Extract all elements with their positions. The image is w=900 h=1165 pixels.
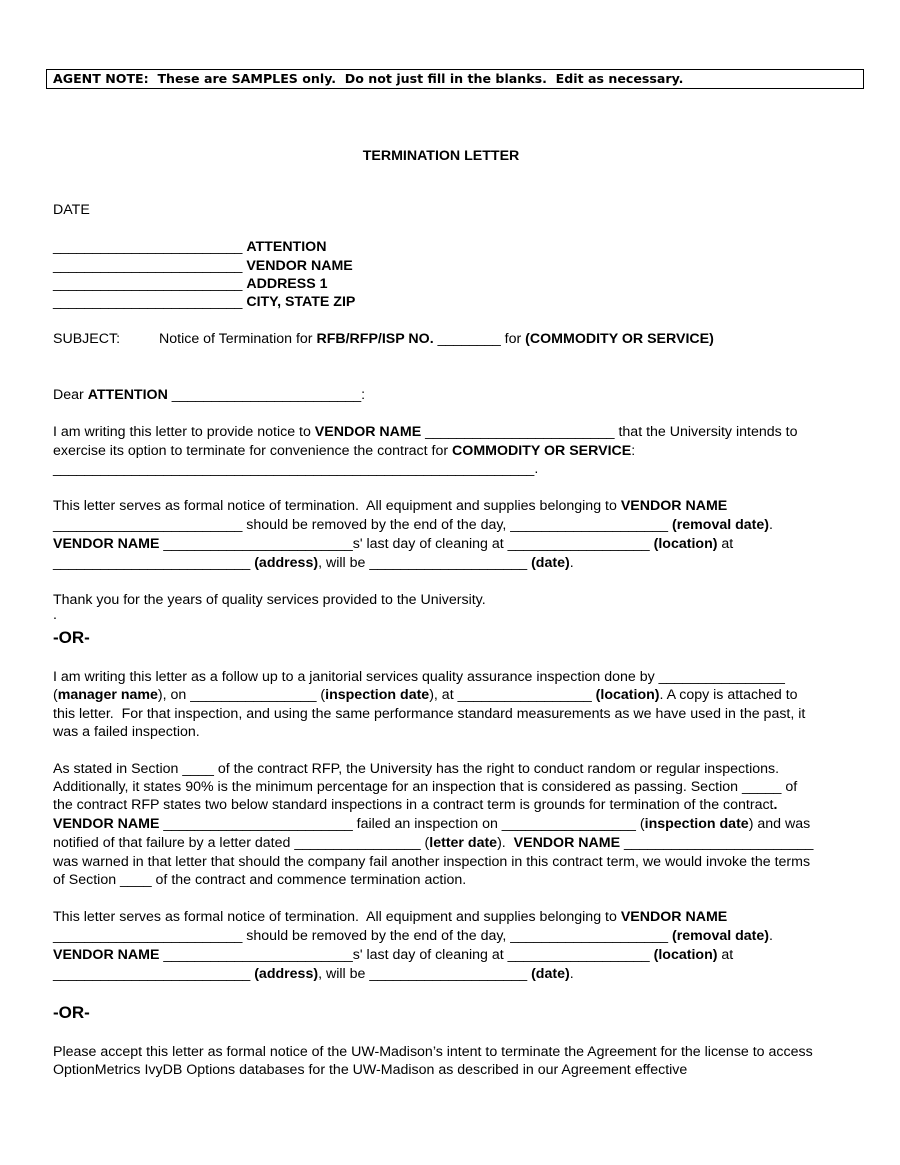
or-separator-1: -OR- xyxy=(53,628,90,647)
or-separator-2: -OR- xyxy=(53,1003,90,1022)
p2-line3: VENDOR NAME ________________________s' last day of cleaning at __________________ (location) at xyxy=(53,536,734,552)
p5-line2: ________________________ should be removed by the end of the day, ____________________ (removal date). xyxy=(53,928,773,944)
p4-line1: As stated in Section ____ of the contract RFP, the University has the right to conduct random or regular inspections. xyxy=(53,761,780,777)
p5-line4: _________________________ (address), will be ____________________ (date). xyxy=(53,966,574,982)
p3-line3: this letter. For that inspection, and using the same performance standard measurements as we have used in the past, it xyxy=(53,706,806,722)
p6-line1: Please accept this letter as formal notice of the UW-Madison’s intent to terminate the Agreement for the license to access xyxy=(53,1044,813,1060)
p4-line7: of Section ____ of the contract and commence termination action. xyxy=(53,872,467,888)
agent-note-box: AGENT NOTE: These are SAMPLES only. Do not just fill in the blanks. Edit as necessary. xyxy=(46,69,864,89)
p4-line3: the contract RFP states two below standard inspections in a contract term is grounds for termination of the contract. xyxy=(53,797,778,813)
address-line-city: ________________________ CITY, STATE ZIP xyxy=(53,294,356,310)
p1-line3: _____________________________________________________________. xyxy=(53,461,539,477)
salutation: Dear ATTENTION ________________________: xyxy=(53,387,366,403)
p5-line3: VENDOR NAME ________________________s' last day of cleaning at __________________ (location) at xyxy=(53,947,734,963)
thanks-line: Thank you for the years of quality services provided to the University. xyxy=(53,592,486,608)
p4-line5: notified of that failure by a letter dated ________________ (letter date). VENDOR NAME ________________________ xyxy=(53,835,814,851)
p1-line1: I am writing this letter to provide notice to VENDOR NAME ________________________ that the University intends to xyxy=(53,424,798,440)
date-label: DATE xyxy=(53,202,90,218)
subject-text: Notice of Termination for RFB/RFP/ISP NO. ________ for (COMMODITY OR SERVICE) xyxy=(159,331,714,347)
p2-line4: _________________________ (address), will be ____________________ (date). xyxy=(53,555,574,571)
p3-line1: I am writing this letter as a follow up to a janitorial services quality assurance inspection done by ________________ xyxy=(53,669,785,685)
page-title: TERMINATION LETTER xyxy=(362,148,520,164)
p3-line4: was a failed inspection. xyxy=(53,724,200,740)
p4-line2: Additionally, it states 90% is the minimum percentage for an inspection that is considered as passing. Section _____ of xyxy=(53,779,798,795)
p2-line2: ________________________ should be removed by the end of the day, ____________________ (removal date). xyxy=(53,517,773,533)
p2-line1: This letter serves as formal notice of termination. All equipment and supplies belonging to VENDOR NAME xyxy=(53,498,728,514)
p5-line1: This letter serves as formal notice of termination. All equipment and supplies belonging to VENDOR NAME xyxy=(53,909,728,925)
p1-line2: exercise its option to terminate for convenience the contract for COMMODITY OR SERVICE: xyxy=(53,443,636,459)
p4-line4: VENDOR NAME ________________________ failed an inspection on _________________ (inspection date) and was xyxy=(53,816,811,832)
address-line-address1: ________________________ ADDRESS 1 xyxy=(53,276,328,292)
p3-line2: (manager name), on ________________ (inspection date), at _________________ (location). A copy is attached to xyxy=(53,687,798,703)
stray-dot: . xyxy=(53,607,57,623)
address-line-attention: ________________________ ATTENTION xyxy=(53,239,327,255)
subject-label: SUBJECT: xyxy=(53,331,121,347)
address-line-vendor: ________________________ VENDOR NAME xyxy=(53,258,353,274)
p4-line6: was warned in that letter that should the company fail another inspection in this contract term, we would invoke the terms xyxy=(53,854,811,870)
p6-line2: OptionMetrics IvyDB Options databases for the UW-Madison as described in our Agreement effective xyxy=(53,1062,688,1078)
